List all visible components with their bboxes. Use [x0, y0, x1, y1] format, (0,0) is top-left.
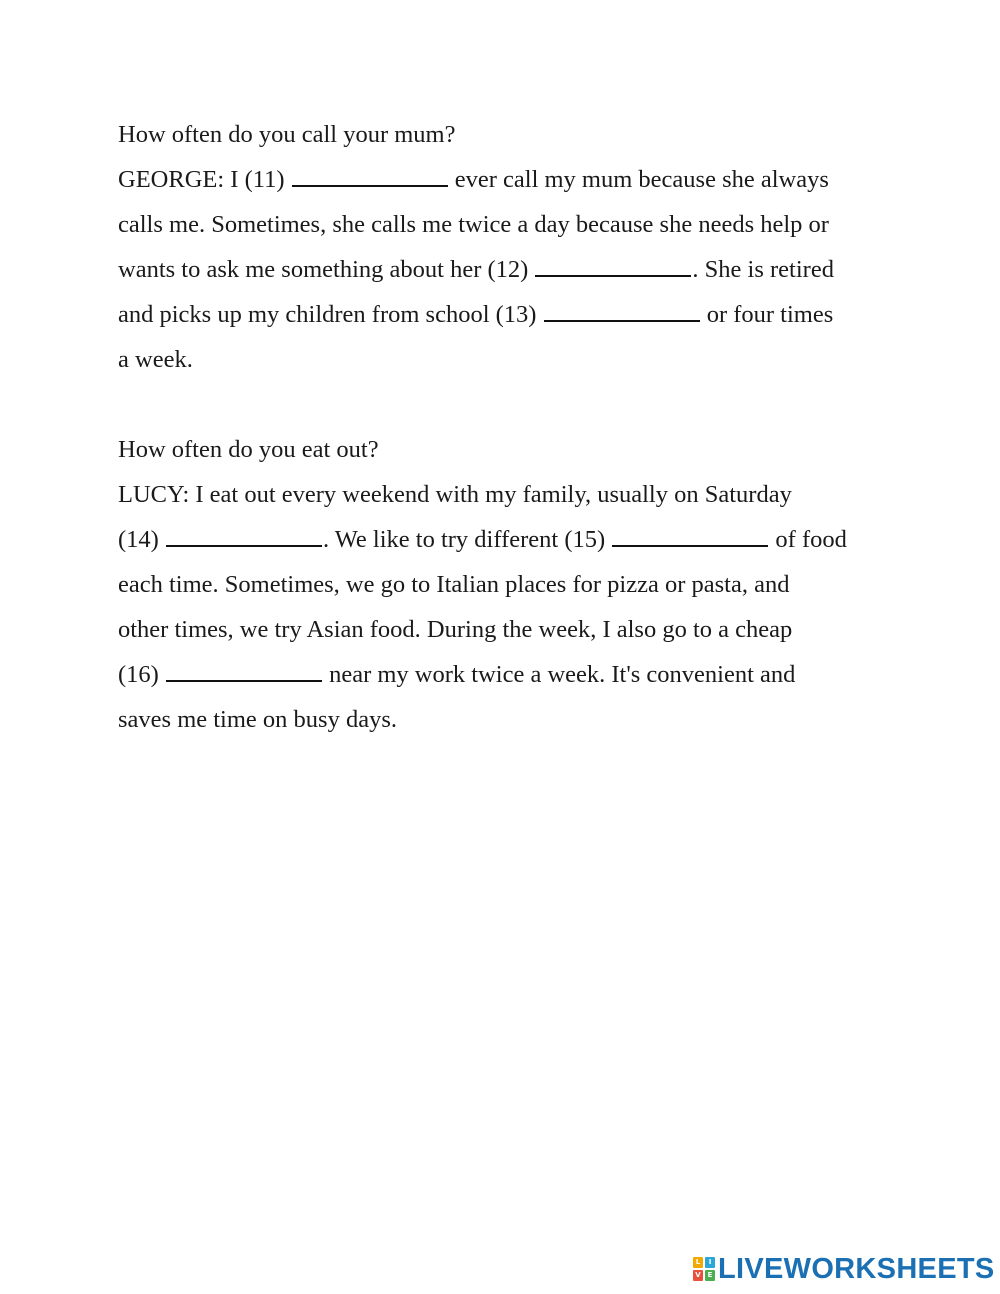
text-segment: ever call my mum because she always [448, 166, 829, 193]
logo-mark-tile: V [693, 1270, 703, 1281]
logo-mark-tile: I [705, 1257, 715, 1268]
text-segment: and picks up my children from school (13) [118, 301, 543, 328]
liveworksheets-logo[interactable] [693, 1252, 995, 1286]
blank-13-input[interactable] [544, 296, 700, 322]
text-line [118, 247, 898, 292]
text-line [118, 157, 898, 202]
text-line [118, 517, 898, 562]
blank-11-input[interactable] [292, 161, 448, 187]
text-line [118, 292, 898, 337]
text-segment: a week. [118, 346, 193, 373]
text-segment: or four times [700, 301, 834, 328]
text-line [118, 472, 898, 517]
paragraph-gap [118, 382, 898, 427]
logo-mark-tile: L [693, 1257, 703, 1268]
text-segment: GEORGE: I (11) [118, 166, 291, 193]
logo-text: LIVEWORKSHEETS [718, 1252, 995, 1285]
text-segment: saves me time on busy days. [118, 706, 397, 733]
text-line [118, 652, 898, 697]
text-segment: calls me. Sometimes, she calls me twice a day because she needs help or [118, 211, 829, 238]
text-segment: LUCY: I eat out every weekend with my family, usually on Saturday [118, 481, 792, 508]
blank-12-input[interactable] [535, 251, 691, 277]
text-segment: near my work twice a week. It's convenient and [322, 661, 796, 688]
text-line [118, 607, 898, 652]
text-segment: each time. Sometimes, we go to Italian places for pizza or pasta, and [118, 571, 790, 598]
blank-16-input[interactable] [166, 656, 322, 682]
worksheet [118, 112, 898, 742]
text-segment: . We like to try different (15) [322, 526, 612, 553]
liveworksheets-logo-icon [693, 1257, 715, 1281]
text-line [118, 697, 898, 742]
text-segment: . She is retired [692, 256, 834, 283]
text-segment: of food [769, 526, 847, 553]
blank-15-input[interactable] [612, 521, 768, 547]
text-segment: wants to ask me something about her (12) [118, 256, 535, 283]
text-line [118, 562, 898, 607]
question-eat-out: How often do you eat out? [118, 436, 379, 463]
text-line [118, 202, 898, 247]
text-segment: (16) [118, 661, 165, 688]
question-call-mum: How often do you call your mum? [118, 121, 456, 148]
blank-14-input[interactable] [166, 521, 322, 547]
text-line [118, 337, 898, 382]
logo-mark-tile: E [705, 1270, 715, 1281]
text-segment: other times, we try Asian food. During the week, I also go to a cheap [118, 616, 793, 643]
text-segment: (14) [118, 526, 165, 553]
